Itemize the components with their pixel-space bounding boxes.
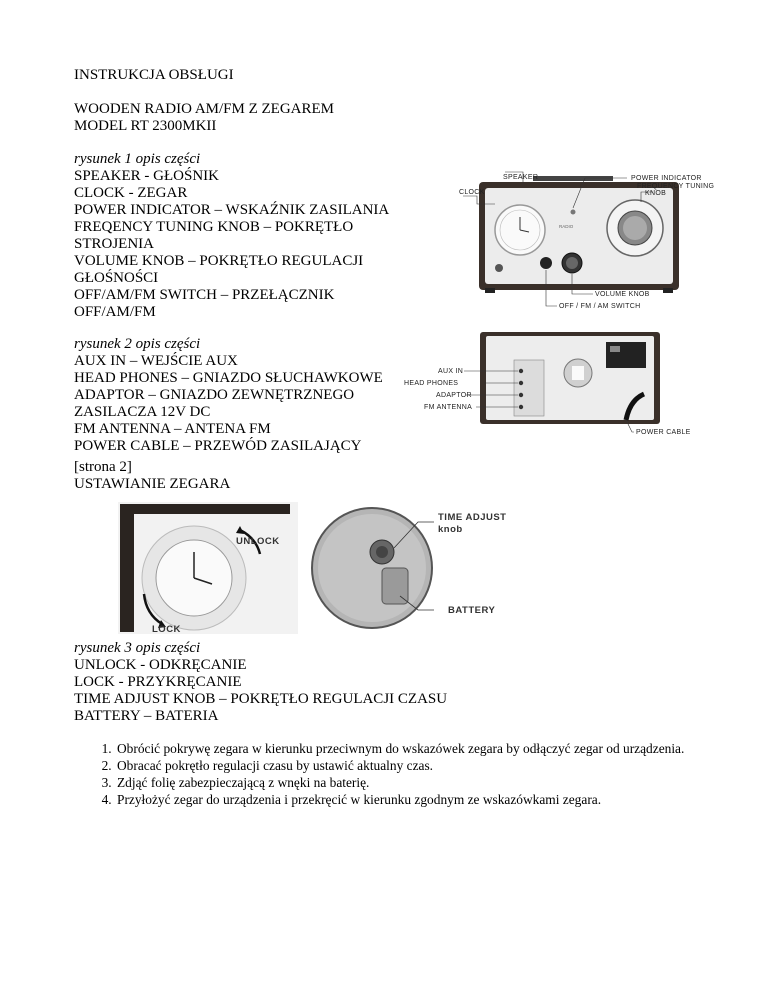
figure1-line: FREQENCY TUNING KNOB – POKRĘTŁO	[74, 219, 354, 235]
label-time-adjust: TIME ADJUST	[438, 512, 507, 523]
product-name: WOODEN RADIO AM/FM Z ZEGAREM	[74, 101, 334, 117]
power-indicator-icon	[571, 210, 576, 215]
label-frequency-tuning-knob: KNOB	[645, 190, 667, 197]
section-title: USTAWIANIE ZEGARA	[74, 476, 231, 492]
figure2-line: POWER CABLE – PRZEWÓD ZASILAJĄCY	[74, 438, 362, 454]
fm-antenna-jack-icon	[519, 405, 523, 409]
off-am-fm-switch-icon	[540, 257, 552, 269]
label-fm-antenna: FM ANTENNA	[424, 404, 473, 411]
figure1-line: GŁOŚNOŚCI	[74, 270, 159, 286]
model-number: MODEL RT 2300MKII	[74, 118, 217, 134]
battery-icon	[382, 568, 408, 604]
label-clock: CLOCK	[459, 189, 485, 196]
figure3-line: UNLOCK - ODKRĘCANIE	[74, 657, 247, 673]
figure2-line: FM ANTENNA – ANTENA FM	[74, 421, 271, 437]
label-adaptor: ADAPTOR	[436, 392, 472, 399]
instruction-steps	[74, 740, 765, 808]
figure1-line: OFF/AM/FM SWITCH – PRZEŁĄCZNIK	[74, 287, 335, 303]
step-item: 3. Zdjąć folię zabezpieczającą z wnęki na baterię.	[115, 774, 765, 791]
clock-back-illustration	[300, 500, 520, 630]
figure3-line: BATTERY – BATERIA	[74, 708, 219, 724]
label-frequency-tuning: FREQUENCY TUNING	[637, 183, 715, 190]
figure2-line: AUX IN – WEJŚCIE AUX	[74, 353, 238, 369]
headphones-jack-icon	[519, 381, 523, 385]
figure2-line: ZASILACZA 12V DC	[74, 404, 211, 420]
figure1-line: POWER INDICATOR – WSKAŹNIK ZASILANIA	[74, 202, 390, 218]
time-adjust-knob-icon	[370, 540, 394, 564]
clock-face-icon	[142, 526, 246, 630]
step-item: 4. Przyłożyć zegar do urządzenia i przekręcić w kierunku zgodnym ze wskazówkami zegara.	[115, 791, 765, 808]
label-battery: BATTERY	[448, 605, 496, 616]
figure2-caption: rysunek 2 opis części	[74, 336, 201, 352]
label-aux-in: AUX IN	[438, 368, 464, 375]
clock-unlock-illustration	[118, 502, 298, 634]
figure1-line: SPEAKER - GŁOŚNIK	[74, 168, 220, 184]
page-marker: [strona 2]	[74, 459, 132, 475]
adaptor-jack-icon	[519, 393, 523, 397]
frequency-tuning-knob-icon	[607, 200, 663, 256]
figure1-line: CLOCK - ZEGAR	[74, 185, 188, 201]
document-title: INSTRUKCJA OBSŁUGI	[74, 67, 234, 83]
radio-front-illustration	[455, 168, 715, 316]
radio-back-illustration	[400, 328, 710, 440]
step-item: 1. Obrócić pokrywę zegara w kierunku przeciwnym do wskazówek zegara by odłączyć zegar od urządzenia.	[115, 740, 765, 757]
figure2-line: HEAD PHONES – GNIAZDO SŁUCHAWKOWE	[74, 370, 383, 386]
figure1-caption: rysunek 1 opis części	[74, 151, 201, 167]
label-lock: LOCK	[152, 624, 181, 635]
clock-icon	[495, 205, 545, 255]
figure3-line: TIME ADJUST KNOB – POKRĘTŁO REGULACJI CZASU	[74, 691, 448, 707]
aux-in-jack-icon	[519, 369, 523, 373]
svg-text:RADIO: RADIO	[559, 224, 574, 229]
figure2-line: ADAPTOR – GNIAZDO ZEWNĘTRZNEGO	[74, 387, 355, 403]
step-item: 2. Obracać pokrętło regulacji czasu by ustawić aktualny czas.	[115, 757, 765, 774]
label-head-phones: HEAD PHONES	[404, 380, 459, 387]
label-off-switch: OFF / FM / AM SWITCH	[559, 303, 641, 310]
label-unlock: UNLOCK	[236, 536, 280, 547]
figure1-line: STROJENIA	[74, 236, 155, 252]
figure1-line: VOLUME KNOB – POKRĘTŁO REGULACJI	[74, 253, 364, 269]
figure3-caption: rysunek 3 opis części	[74, 640, 201, 656]
figure3-line: LOCK - PRZYKRĘCANIE	[74, 674, 242, 690]
label-power-indicator: POWER INDICATOR	[631, 175, 702, 182]
label-time-adjust-knob: knob	[438, 524, 463, 535]
figure1-line: OFF/AM/FM	[74, 304, 156, 320]
label-speaker: SPEAKER	[503, 174, 539, 181]
label-power-cable: POWER CABLE	[636, 429, 691, 436]
label-volume-knob: VOLUME KNOB	[595, 291, 650, 298]
